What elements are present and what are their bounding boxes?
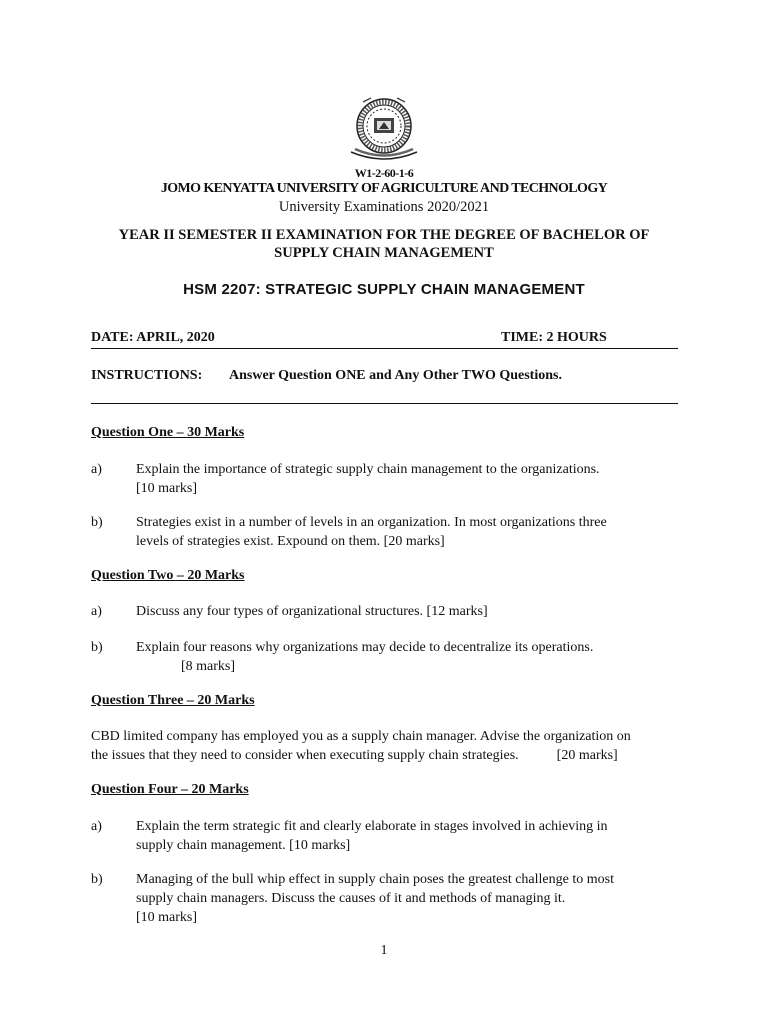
paragraph-line: CBD limited company has employed you as a supply chain manager. Advise the organization on xyxy=(91,729,631,744)
question-one-heading: Question One – 30 Marks xyxy=(91,425,245,440)
course-title: HSM 2207: STRATEGIC SUPPLY CHAIN MANAGEMENT xyxy=(183,281,585,298)
question-three-heading: Question Three – 20 Marks xyxy=(91,693,255,708)
item-text: levels of strategies exist. Expound on them. [20 marks] xyxy=(136,534,445,549)
university-name: JOMO KENYATTA UNIVERSITY OF AGRICULTURE AND TECHNOLOGY xyxy=(160,181,608,196)
item-letter: a) xyxy=(91,819,102,834)
question-two-a xyxy=(91,602,681,621)
instructions xyxy=(91,368,562,384)
question-four-a xyxy=(91,817,681,855)
item-text: Explain the importance of strategic supply chain management to the organizations. xyxy=(136,462,600,477)
item-marks: [20 marks] xyxy=(556,748,618,763)
item-text: Managing of the bull whip effect in supply chain poses the greatest challenge to most xyxy=(136,872,614,887)
item-marks: [10 marks] xyxy=(136,481,198,496)
item-text: Explain four reasons why organizations may decide to decentralize its operations. xyxy=(136,640,594,655)
item-letter: b) xyxy=(91,640,103,655)
page-number: 1 xyxy=(380,943,388,958)
item-text: supply chain management. [10 marks] xyxy=(136,838,351,853)
instructions-label: INSTRUCTIONS: xyxy=(91,368,203,383)
item-text: supply chain managers. Discuss the causes of it and methods of managing it. xyxy=(136,891,566,906)
degree-title xyxy=(0,226,768,262)
divider xyxy=(91,403,678,404)
exam-code: W1-2-60-1-6 xyxy=(354,166,414,180)
date-time-row xyxy=(91,330,678,349)
item-text: Strategies exist in a number of levels in an organization. In most organizations three xyxy=(136,515,607,530)
item-text: Explain the term strategic fit and clearly elaborate in stages involved in achieving in xyxy=(136,819,608,834)
paragraph-line: the issues that they need to consider when executing supply chain strategies. [20 marks] xyxy=(91,748,618,763)
university-crest-icon xyxy=(341,96,427,162)
degree-title-line-2: SUPPLY CHAIN MANAGEMENT xyxy=(274,245,494,261)
item-text: Discuss any four types of organizational structures. [12 marks] xyxy=(136,604,488,619)
exam-duration: TIME: 2 HOURS xyxy=(501,330,607,345)
question-one-a xyxy=(91,460,681,498)
item-letter: b) xyxy=(91,872,103,887)
degree-title-line-1: YEAR II SEMESTER II EXAMINATION FOR THE DEGREE OF BACHELOR OF xyxy=(118,227,650,243)
item-letter: a) xyxy=(91,462,102,477)
question-four-b xyxy=(91,870,681,927)
instructions-text: Answer Question ONE and Any Other TWO Questions. xyxy=(229,368,562,383)
exam-date: DATE: APRIL, 2020 xyxy=(91,330,215,345)
item-marks: [8 marks] xyxy=(181,659,236,674)
item-letter: b) xyxy=(91,515,103,530)
question-two-b xyxy=(91,638,681,676)
item-letter: a) xyxy=(91,604,102,619)
item-marks: [10 marks] xyxy=(136,910,198,925)
question-four-heading: Question Four – 20 Marks xyxy=(91,782,249,797)
exam-session: University Examinations 2020/2021 xyxy=(278,199,490,215)
question-two-heading: Question Two – 20 Marks xyxy=(91,568,245,583)
question-three-text xyxy=(91,727,681,765)
question-one-b xyxy=(91,513,681,551)
